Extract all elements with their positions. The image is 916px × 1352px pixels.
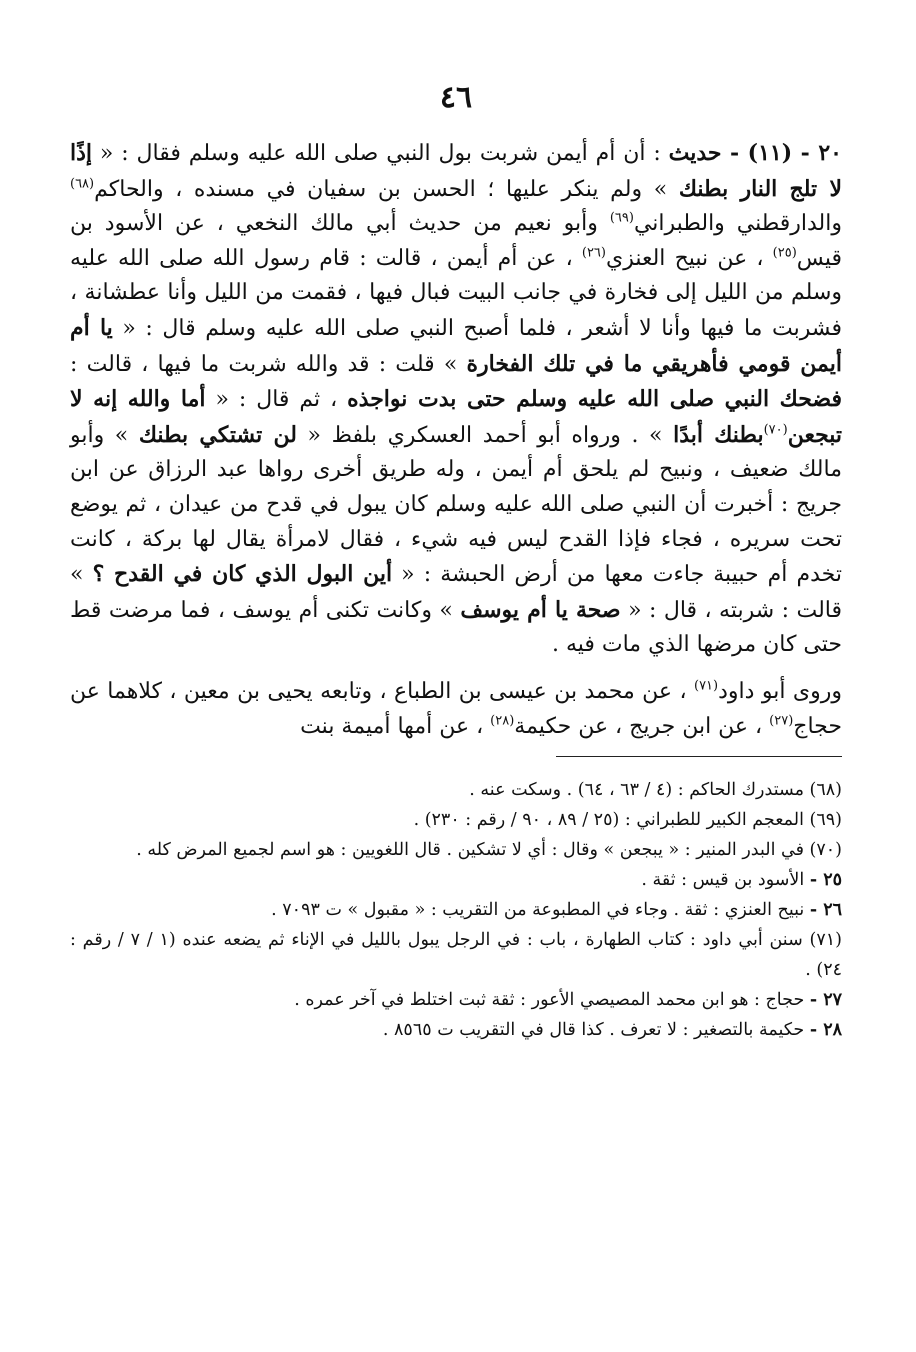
text-segment: » وأبو مالك ضعيف ، ونبيح لم يلحق أم أيمن ، وله طريق أخرى رواها عبد الرزاق عن ابن جريج : أخبرت أن النبي صلى الله عليه وسلم كان يبول في قدح من عيدان ، ثم يوضع تحت سريره ، فجاء فإذا القدح ليس فيه شيء ، فقال لامرأة يقال لها بركة ، كانت تخدم أم حبيبة جاءت معها من أرض الحبشة : «: [70, 422, 842, 588]
footnote-28: [70, 1015, 842, 1045]
quote-bold: أما والله إنه لا تبجعن: [70, 386, 843, 448]
footnote-number: ٢٨ -: [809, 1020, 842, 1041]
main-text: [70, 136, 842, 744]
footnote-ref-26[interactable]: (٢٦): [581, 245, 606, 261]
narration-paragraph: [70, 675, 842, 744]
footnote-ref-68[interactable]: (٦٨): [70, 176, 95, 192]
text-segment: » ولم ينكر عليها ؛ الحسن بن سفيان في مسنده ، والحاكم: [94, 176, 679, 202]
quote-bold: بطنك أبدًا: [673, 421, 764, 448]
quote-bold: لن تشتكي بطنك: [138, 421, 297, 448]
footnote-26: [70, 895, 842, 925]
footnote-27: [70, 985, 842, 1015]
footnote-text: حجاج : هو ابن محمد المصيصي الأعور : ثقة ثبت اختلط في آخر عمره .: [294, 990, 810, 1011]
text-segment: » وكانت تكنى أم يوسف ، فما مرضت قط حتى كان مرضها الذي مات فيه .: [70, 597, 842, 658]
footnote-number: ٢٦ -: [809, 900, 842, 921]
quote-bold: أين البول الذي كان في القدح ؟: [92, 561, 393, 588]
quote-bold: إذًا لا تلج النار بطنك: [70, 140, 843, 202]
text-segment: » . ورواه أبو أحمد العسكري بلفظ «: [296, 422, 674, 448]
text-segment: ، عن محمد بن عيسى بن الطباع ، وتابعه يحيى بن معين ، كلاهما عن حجاج: [70, 678, 842, 739]
footnote-71: (٧١) سنن أبي داود : كتاب الطهارة ، باب : في الرجل يبول بالليل في الإناء ثم يضعه عنده (١ / ٧ / رقم : ٢٤) .: [70, 930, 842, 981]
footnote-ref-28[interactable]: (٢٨): [490, 713, 515, 729]
quote-bold: فضحك النبي صلى الله عليه وسلم حتى بدت نواجذه: [347, 386, 843, 413]
text-segment: : أن أم أيمن شربت بول النبي صلى الله عليه وسلم فقال : «: [92, 141, 669, 166]
text-segment: وروى أبو داود: [718, 678, 842, 704]
text-segment: ، عن أمها أميمة بنت: [300, 713, 491, 739]
footnote-ref-25[interactable]: (٢٥): [772, 245, 797, 261]
hadith-heading: ٢٠ - (١١) - حديث: [668, 140, 842, 166]
text-segment: ، ثم قال : «: [205, 387, 348, 413]
book-page: [70, 78, 842, 1045]
quote-bold: يا أم أيمن قومي فأهريقي ما في تلك الفخارة: [70, 314, 842, 377]
footnote-ref-69[interactable]: (٦٩): [609, 210, 634, 226]
footnote-separator: [556, 756, 842, 757]
text-segment: ، عن نبيح العنزي: [605, 245, 773, 271]
footnote-number: ٢٥ -: [809, 870, 842, 891]
footnote-text: حكيمة بالتصغير : لا تعرف . كذا قال في التقريب ت ٨٥٦٥ .: [382, 1020, 810, 1041]
text-segment: ، عن أم أيمن ، قالت : قام رسول الله صلى الله عليه وسلم من الليل إلى فخارة في جانب البيت فبال فيها ، فقمت من الليل وأنا عطشانة ، فشربت ما فيها وأنا لا أشعر ، فلما أصبح النبي صلى الله عليه وسلم قال : «: [70, 245, 843, 341]
footnote-68: (٦٨) مستدرك الحاكم : (٤ / ٦٣ ، ٦٤) . وسكت عنه .: [469, 780, 842, 801]
page-number: ٤٦: [439, 80, 473, 115]
footnote-69: (٦٩) المعجم الكبير للطبراني : (٢٥ / ٨٩ ، ٩٠ / رقم : ٢٣٠) .: [413, 810, 842, 831]
footnote-25: [70, 865, 842, 895]
footnote-text: نبيح العنزي : ثقة . وجاء في المطبوعة من التقريب : « مقبول » ت ٧٠٩٣ .: [271, 900, 810, 921]
text-segment: وأبو نعيم من حديث أبي مالك النخعي ، عن الأسود بن قيس: [70, 211, 842, 271]
footnote-ref-27[interactable]: (٢٧): [769, 713, 794, 729]
footnote-number: ٢٧ -: [809, 990, 842, 1011]
footnote-70: (٧٠) في البدر المنير : « يبجعن » وقال : أي لا تشكين . قال اللغويين : هو اسم لجميع المرض كله .: [136, 840, 842, 861]
footnote-text: الأسود بن قيس : ثقة .: [641, 870, 810, 891]
hadith-paragraph: [70, 136, 842, 663]
text-segment: » قالت : شربته ، قال : «: [70, 562, 842, 623]
text-segment: ، عن ابن جريج ، عن حكيمة: [514, 713, 770, 739]
quote-bold: صحة يا أم يوسف: [460, 596, 621, 623]
footnote-ref-71[interactable]: (٧١): [694, 678, 719, 694]
footnotes: [70, 775, 842, 1045]
text-segment: والدارقطني والطبراني: [633, 211, 842, 237]
text-segment: » قلت : قد والله شربت ما فيها ، قالت :: [70, 351, 467, 377]
footnote-ref-70[interactable]: (٧٠): [763, 422, 788, 438]
